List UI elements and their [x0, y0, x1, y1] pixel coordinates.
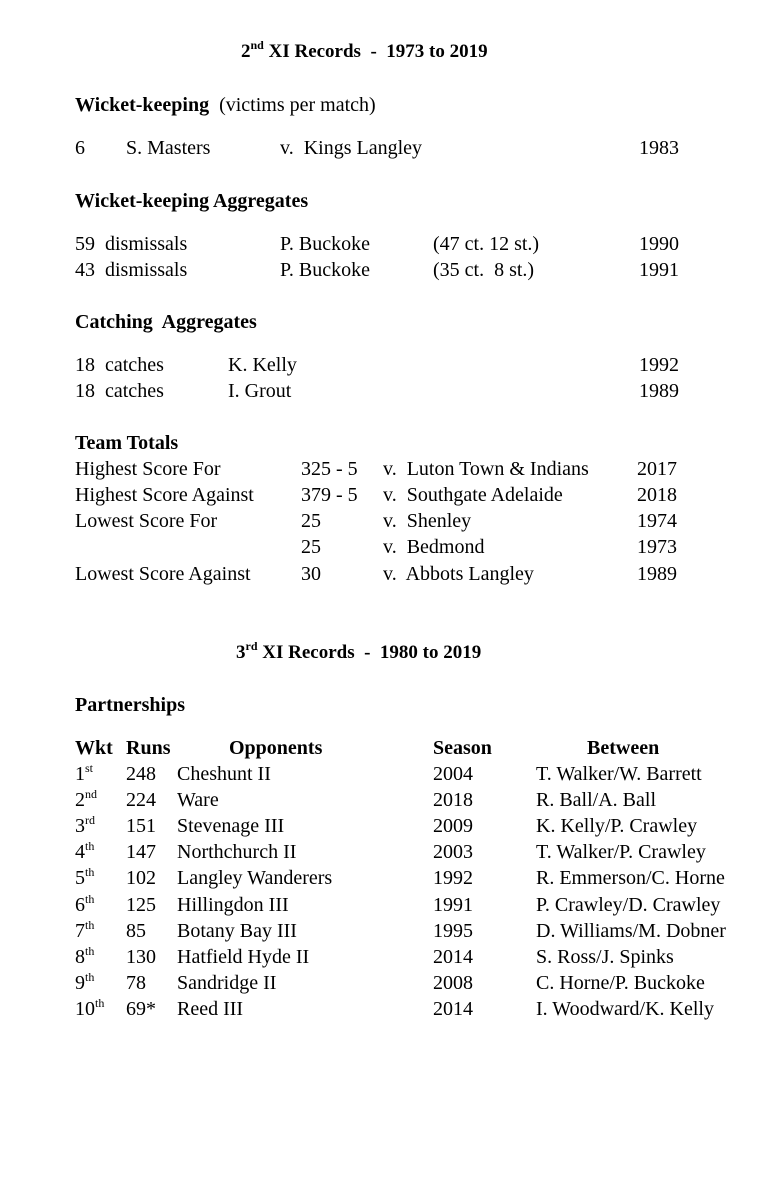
- between-cell: K. Kelly/P. Crawley: [536, 815, 698, 838]
- runs-cell: 130: [126, 945, 156, 968]
- runs-cell: 125: [126, 893, 156, 916]
- runs-cell: 224: [126, 789, 156, 812]
- opp-cell: Stevenage III: [177, 815, 285, 838]
- wicket-cell: 2nd: [75, 787, 97, 812]
- season-cell: 2004: [433, 763, 473, 785]
- season-cell: 2009: [433, 815, 473, 838]
- catching-heading: Catching Aggregates: [75, 311, 257, 333]
- opp-cell: Ware: [177, 789, 219, 812]
- opp-cell: Northchurch II: [177, 841, 297, 864]
- season-cell: 2003: [433, 841, 473, 864]
- opp-cell: Hatfield Hyde II: [177, 945, 310, 968]
- col-opponents: Opponents: [229, 737, 323, 759]
- between-cell: R. Emmerson/C. Horne: [536, 867, 725, 890]
- wicket-cell: 3rd: [75, 813, 95, 838]
- runs-cell: 78: [126, 971, 146, 994]
- runs-cell: 102: [126, 867, 156, 890]
- col-season: Season: [433, 737, 492, 759]
- between-cell: D. Williams/M. Dobner: [536, 919, 726, 942]
- wicket-cell: 8th: [75, 943, 95, 968]
- col-between: Between: [587, 737, 660, 759]
- season-cell: 2018: [433, 789, 473, 812]
- wk-match-heading: Wicket-keeping (victims per match): [75, 94, 376, 116]
- third-xi-title: 3rd XI Records - 1980 to 2019: [236, 639, 482, 663]
- wicket-cell: 4th: [75, 839, 95, 864]
- wicket-cell: 5th: [75, 865, 95, 890]
- between-cell: P. Crawley/D. Crawley: [536, 893, 721, 916]
- wicket-cell: 1st: [75, 761, 94, 785]
- season-cell: 1991: [433, 893, 473, 916]
- opp-cell: Cheshunt II: [177, 763, 271, 785]
- between-cell: T. Walker/W. Barrett: [536, 763, 702, 785]
- season-cell: 1992: [433, 867, 473, 890]
- runs-cell: 85: [126, 919, 146, 942]
- season-cell: 1995: [433, 919, 473, 942]
- wicket-cell: 7th: [75, 917, 95, 942]
- second-xi-title: 2nd XI Records - 1973 to 2019: [241, 38, 488, 62]
- team-totals-heading: Team Totals: [75, 432, 179, 454]
- wicket-cell: 6th: [75, 891, 95, 916]
- runs-cell: 248: [126, 763, 156, 785]
- col-wkt: Wkt: [75, 737, 113, 759]
- opp-cell: Reed III: [177, 997, 244, 1020]
- col-runs: Runs: [126, 737, 171, 759]
- season-cell: 2014: [433, 945, 473, 968]
- between-cell: C. Horne/P. Buckoke: [536, 971, 705, 994]
- season-cell: 2014: [433, 997, 473, 1020]
- runs-cell: 147: [126, 841, 156, 864]
- opp-cell: Hillingdon III: [177, 893, 289, 916]
- wicket-cell: 10th: [75, 995, 105, 1020]
- runs-cell: 69*: [126, 997, 156, 1020]
- wk-agg-heading: Wicket-keeping Aggregates: [75, 190, 309, 212]
- between-cell: I. Woodward/K. Kelly: [536, 997, 714, 1020]
- runs-cell: 151: [126, 815, 156, 838]
- season-cell: 2008: [433, 971, 473, 994]
- wicket-cell: 9th: [75, 969, 95, 994]
- opp-cell: Sandridge II: [177, 971, 277, 994]
- between-cell: T. Walker/P. Crawley: [536, 841, 706, 864]
- between-cell: R. Ball/A. Ball: [536, 789, 656, 812]
- between-cell: S. Ross/J. Spinks: [536, 945, 674, 968]
- opp-cell: Langley Wanderers: [177, 867, 333, 890]
- opp-cell: Botany Bay III: [177, 919, 297, 942]
- partnerships-heading: Partnerships: [75, 694, 185, 716]
